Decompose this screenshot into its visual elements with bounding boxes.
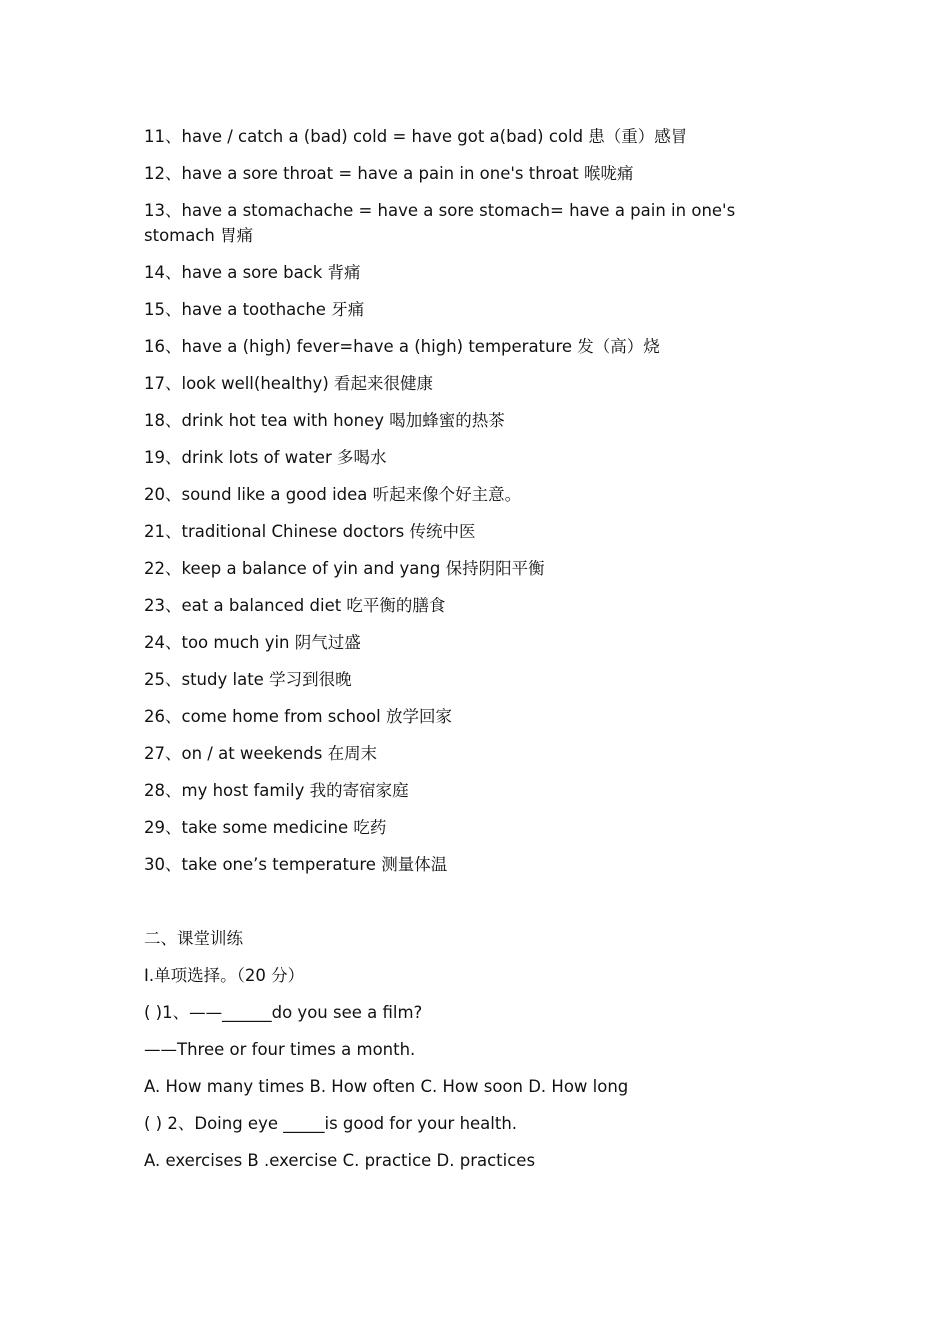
options-line: A. exercises B .exercise C. practice D. practices [144, 1151, 536, 1170]
phrase-item: 29、take some medicine 吃药 [144, 818, 387, 837]
phrase-item: 15、have a toothache 牙痛 [144, 300, 365, 319]
section-spacer [144, 889, 784, 926]
phrase-item: 11、have / catch a (bad) cold = have got a(bad) cold 患（重）感冒 [144, 127, 688, 146]
question-line: ( )1、——______do you see a film? [144, 1003, 423, 1022]
phrase-item: 25、study late 学习到很晚 [144, 670, 352, 689]
phrase-item: 30、take one’s temperature 测量体温 [144, 855, 448, 874]
phrase-item: 23、eat a balanced diet 吃平衡的膳食 [144, 596, 446, 615]
section-heading: 二、课堂训练 [144, 929, 243, 948]
phrase-item: 13、have a stomachache = have a sore stomach= have a pain in one's stomach 胃痛 [144, 201, 736, 245]
answer-line: ——Three or four times a month. [144, 1040, 416, 1059]
phrase-item: 26、come home from school 放学回家 [144, 707, 452, 726]
phrase-item: 20、sound like a good idea 听起来像个好主意。 [144, 485, 522, 504]
phrase-item: 27、on / at weekends 在周末 [144, 744, 378, 763]
phrase-item: 21、traditional Chinese doctors 传统中医 [144, 522, 476, 541]
phrase-item: 28、my host family 我的寄宿家庭 [144, 781, 409, 800]
phrase-list [144, 124, 784, 877]
phrase-item: 14、have a sore back 背痛 [144, 263, 361, 282]
question-line: ( ) 2、Doing eye _____is good for your health. [144, 1114, 518, 1133]
options-line: A. How many times B. How often C. How soon D. How long [144, 1077, 629, 1096]
section-subheading: I.单项选择。（20 分） [144, 966, 305, 985]
document-content [144, 124, 784, 1185]
phrase-item: 12、have a sore throat = have a pain in one's throat 喉咙痛 [144, 164, 634, 183]
phrase-item: 16、have a (high) fever=have a (high) temperature 发（高）烧 [144, 337, 660, 356]
phrase-item: 18、drink hot tea with honey 喝加蜂蜜的热茶 [144, 411, 505, 430]
phrase-item: 19、drink lots of water 多喝水 [144, 448, 387, 467]
phrase-item: 17、look well(healthy) 看起来很健康 [144, 374, 433, 393]
phrase-item: 24、too much yin 阴气过盛 [144, 633, 361, 652]
question-list [144, 1000, 784, 1173]
phrase-item: 22、keep a balance of yin and yang 保持阴阳平衡 [144, 559, 545, 578]
